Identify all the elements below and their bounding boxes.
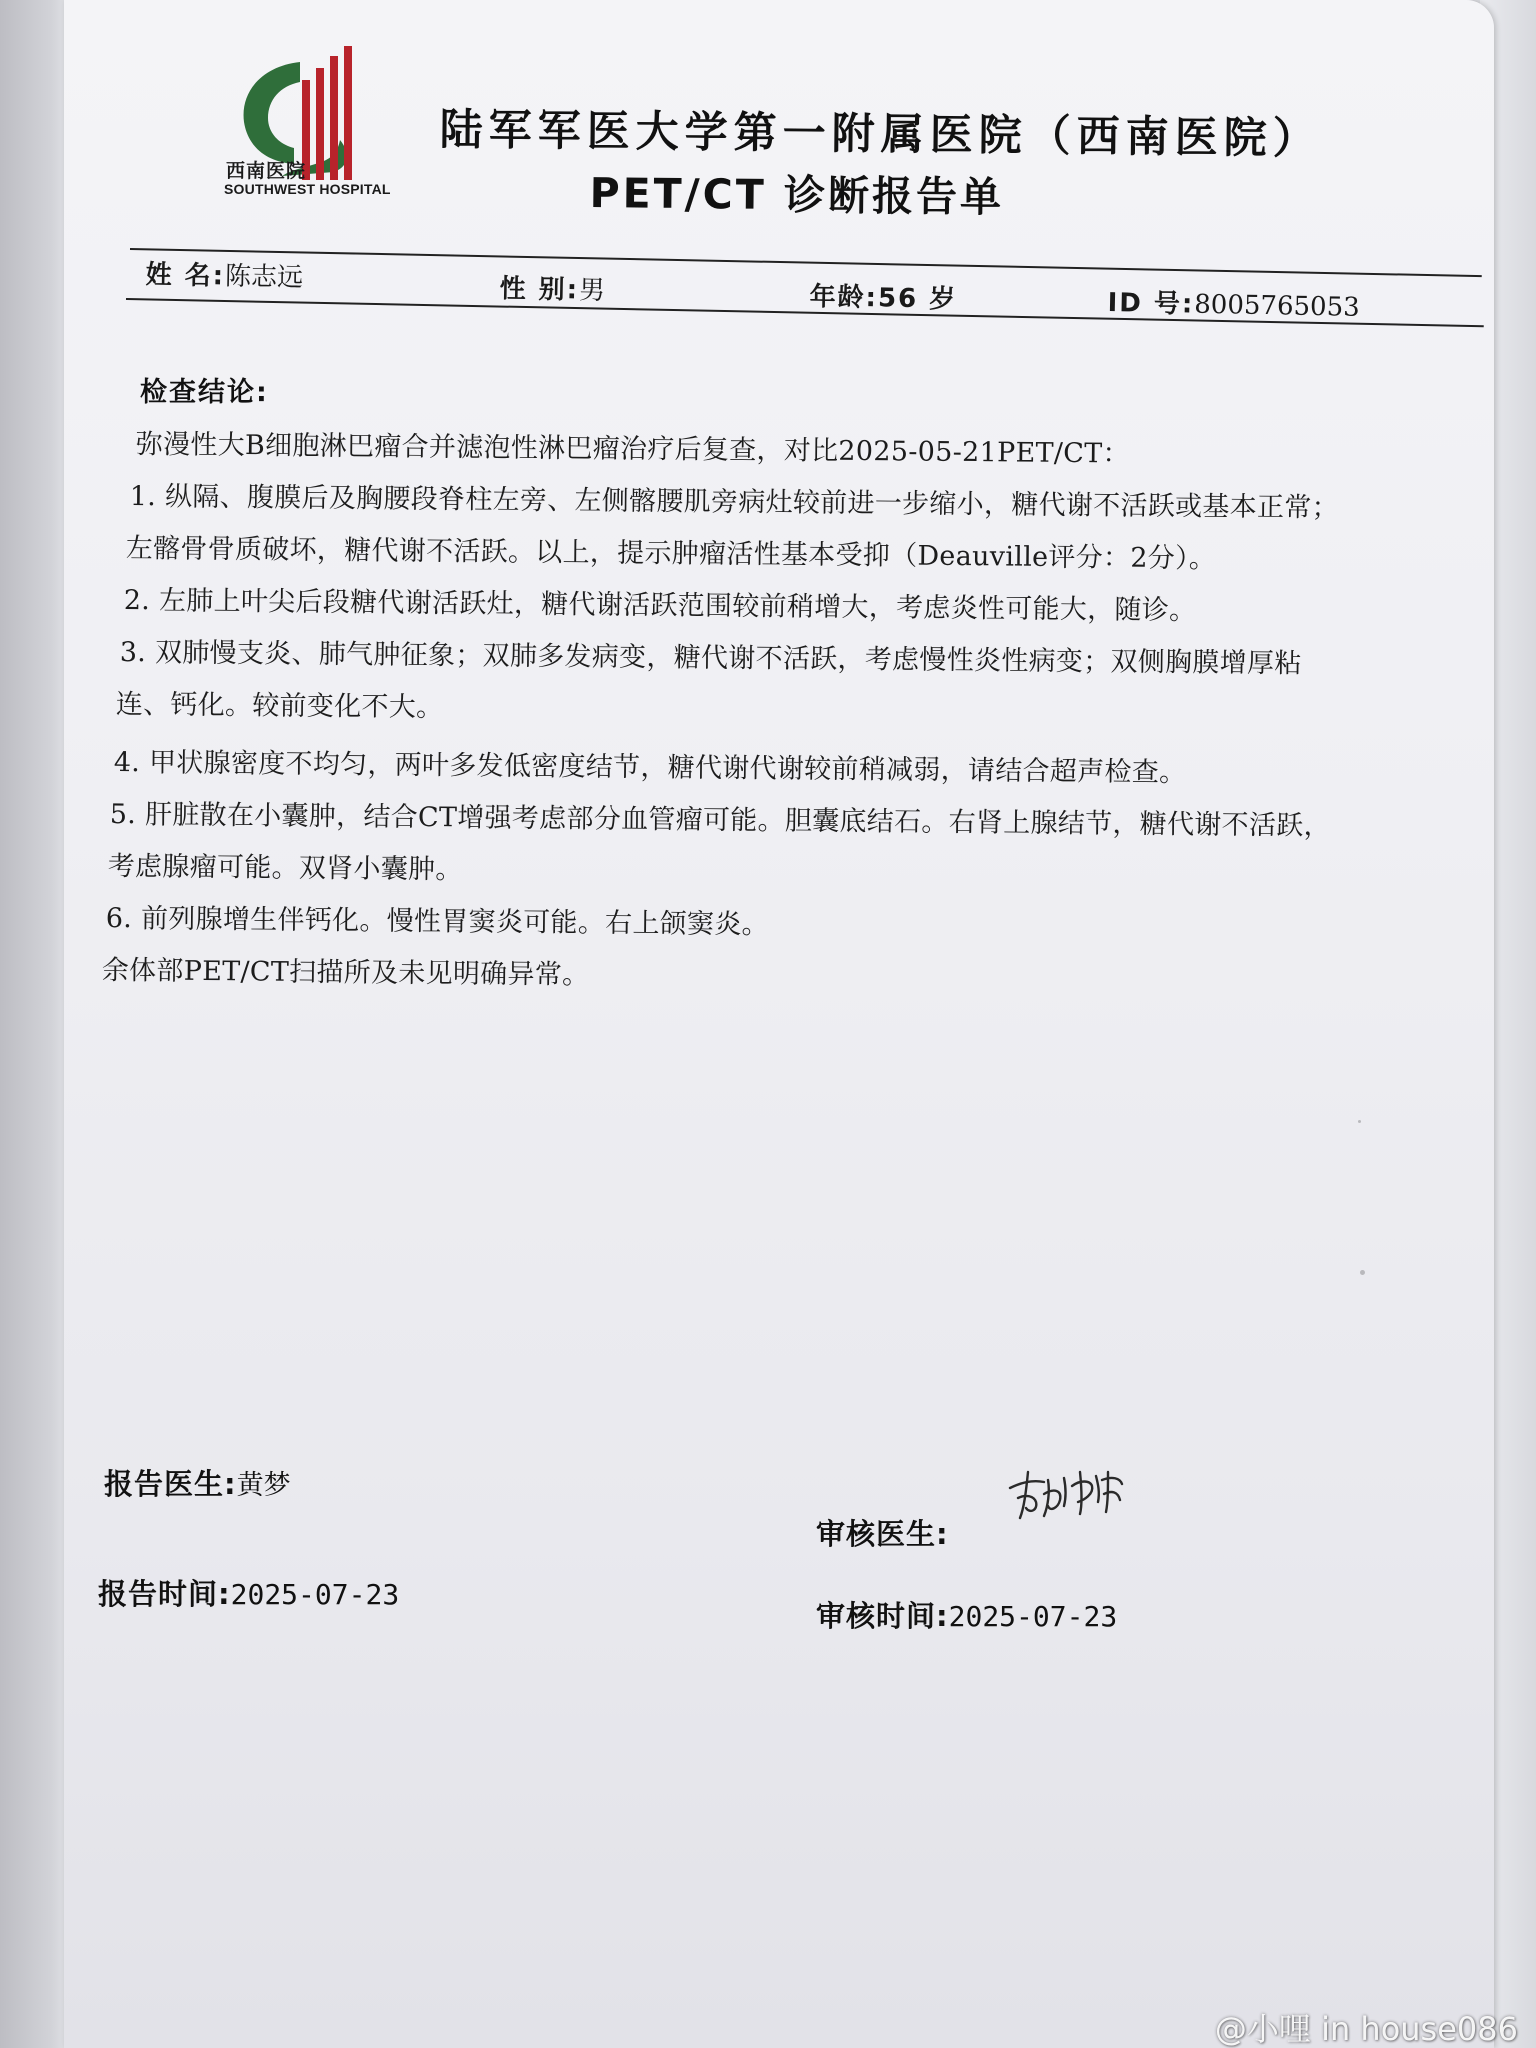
patient-gender-value: 男	[578, 275, 606, 307]
paper-speck	[1358, 1120, 1361, 1123]
review-time-value: 2025-07-23	[948, 1600, 1118, 1633]
conclusion-line: 弥漫性大B细胞淋巴瘤合并滤泡性淋巴瘤治疗后复查，对比2025-05-21PET/CT：	[135, 428, 1130, 470]
review-time-label: 审核时间:	[816, 1599, 949, 1633]
patient-id-value: 8005765053	[1194, 289, 1360, 323]
patient-name-label: 姓 名:	[145, 259, 226, 292]
patient-name-field	[145, 254, 303, 294]
report-time-value: 2025-07-23	[230, 1578, 400, 1611]
conclusion-line: 1. 纵隔、腹膜后及胸腰段脊柱左旁、左侧髂腰肌旁病灶较前进一步缩小，糖代谢不活跃或基本正常；	[129, 480, 1340, 524]
patient-gender-label: 性 别:	[499, 273, 580, 306]
conclusion-line: 6. 前列腺增生伴钙化。慢性胃窦炎可能。右上颌窦炎。	[105, 902, 770, 941]
review-doctor-signature-icon	[1004, 1462, 1144, 1532]
conclusion-line: 3. 双肺慢支炎、肺气肿征象；双肺多发病变，糖代谢不活跃，考虑慢性炎性病变；双侧胸膜增厚粘	[119, 636, 1302, 680]
review-time-field	[816, 1594, 1117, 1635]
conclusion-line: 2. 左肺上叶尖后段糖代谢活跃灶，糖代谢活跃范围较前稍增大，考虑炎性可能大，随诊。	[123, 584, 1197, 627]
conclusion-line: 5. 肝脏散在小囊肿，结合CT增强考虑部分血管瘤可能。胆囊底结石。右肾上腺结节，糖代谢不活跃，	[109, 798, 1331, 842]
conclusion-line: 考虑腺瘤可能。双肾小囊肿。	[107, 850, 463, 886]
conclusion-line: 余体部PET/CT扫描所及未见明确异常。	[101, 954, 590, 991]
review-doctor-field	[816, 1512, 949, 1553]
patient-id-label: ID 号:	[1107, 287, 1195, 320]
social-watermark: @小哩 in house086	[1214, 2010, 1518, 2048]
report-time-field	[98, 1572, 399, 1613]
report-title: PET/CT 诊断报告单	[589, 168, 1005, 222]
patient-name-value: 陈志远	[224, 261, 304, 294]
conclusion-line: 连、钙化。较前变化不大。	[115, 688, 444, 724]
review-doctor-label: 审核医生:	[816, 1517, 949, 1551]
conclusion-line: 左髂骨骨质破坏，糖代谢不活跃。以上，提示肿瘤活性基本受抑（Deauville评分：2分）。	[125, 532, 1217, 575]
logo-english-name: SOUTHWEST HOSPITAL	[224, 181, 391, 197]
report-doctor-label: 报告医生:	[104, 1467, 237, 1501]
report-time-label: 报告时间:	[98, 1577, 231, 1611]
patient-age-label: 年龄:	[809, 281, 879, 314]
report-doctor-value: 黄梦	[236, 1470, 291, 1501]
patient-age-field	[809, 276, 957, 316]
logo-chinese-name: 西南医院	[226, 160, 307, 182]
conclusion-heading: 检查结论:	[140, 377, 269, 408]
patient-gender-field	[499, 268, 605, 307]
hospital-title: 陆军军医大学第一附属医院（西南医院）	[439, 104, 1322, 165]
patient-id-field	[1107, 282, 1360, 324]
report-doctor-field	[104, 1462, 291, 1503]
background-left-edge	[0, 0, 74, 2048]
conclusion-line: 4. 甲状腺密度不均匀，两叶多发低密度结节，糖代谢代谢较前稍减弱，请结合超声检查。	[113, 746, 1187, 789]
patient-age-value: 56 岁	[877, 283, 958, 315]
paper-speck	[1360, 1270, 1365, 1275]
